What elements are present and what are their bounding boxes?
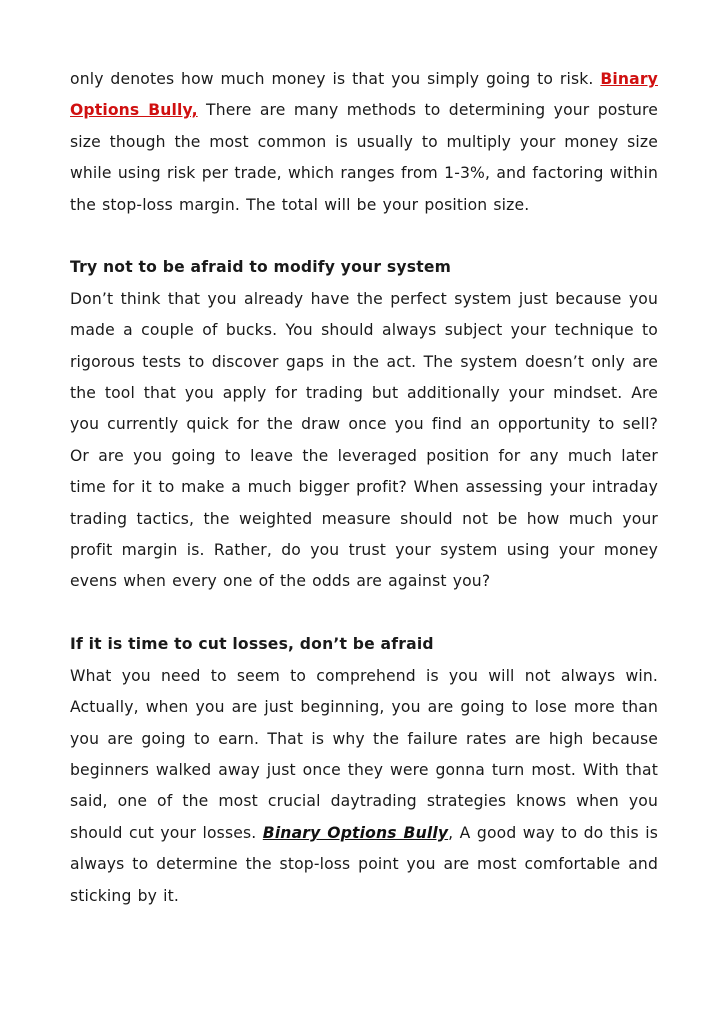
paragraph-modify-system: Don’t think that you already have the perfect system just because you made a couple of bucks. You should always subject your technique to rigorous tests to discover gaps in the act. The system doesn’t only are the tool that you apply for trading but additionally your mindset. Are you currently quick for the draw once you find an opportunity to sell? Or are you going to leave the leveraged position for any much later time for it to make a much bigger profit? When assessing your intraday trading tactics, the weighted measure should not be how much your profit margin is. Rather, do you trust your system using your money evens when every one of the odds are against you? [70,289,658,591]
paragraph-position-size [70,64,658,221]
paragraph-text-end: , A good way to do this is always to determine the stop-loss point you are most comfortable and sticking by it. [70,823,658,905]
section-heading-modify-system: Try not to be afraid to modify your system [70,258,452,277]
paragraph-cut-losses [70,661,658,912]
paragraph-text-start: What you need to seem to comprehend is you will not always win. Actually, when you are just beginning, you are going to lose more than you are going to earn. That is why the failure rates are high because beginners walked away just once they were gonna turn most. With that said, one of the most crucial daytrading strategies knows when you should cut your losses. [70,666,658,842]
section-heading-cut-losses: If it is time to cut losses, don’t be afraid [70,635,434,654]
paragraph-gap [70,221,658,252]
document-page [70,64,658,912]
paragraph-text-start: only denotes how much money is that you simply going to risk. [70,70,601,88]
binary-options-bully-link[interactable]: Binary Options Bully, [70,70,658,120]
binary-options-bully-link[interactable]: Binary Options Bully [262,823,449,842]
paragraph-text-end: There are many methods to determining your posture size though the most common is usually to multiply your money size while using risk per trade, which ranges from 1-3%, and factoring within the stop-loss margin. The total will be your position size. [70,101,658,214]
paragraph-gap [70,598,658,629]
